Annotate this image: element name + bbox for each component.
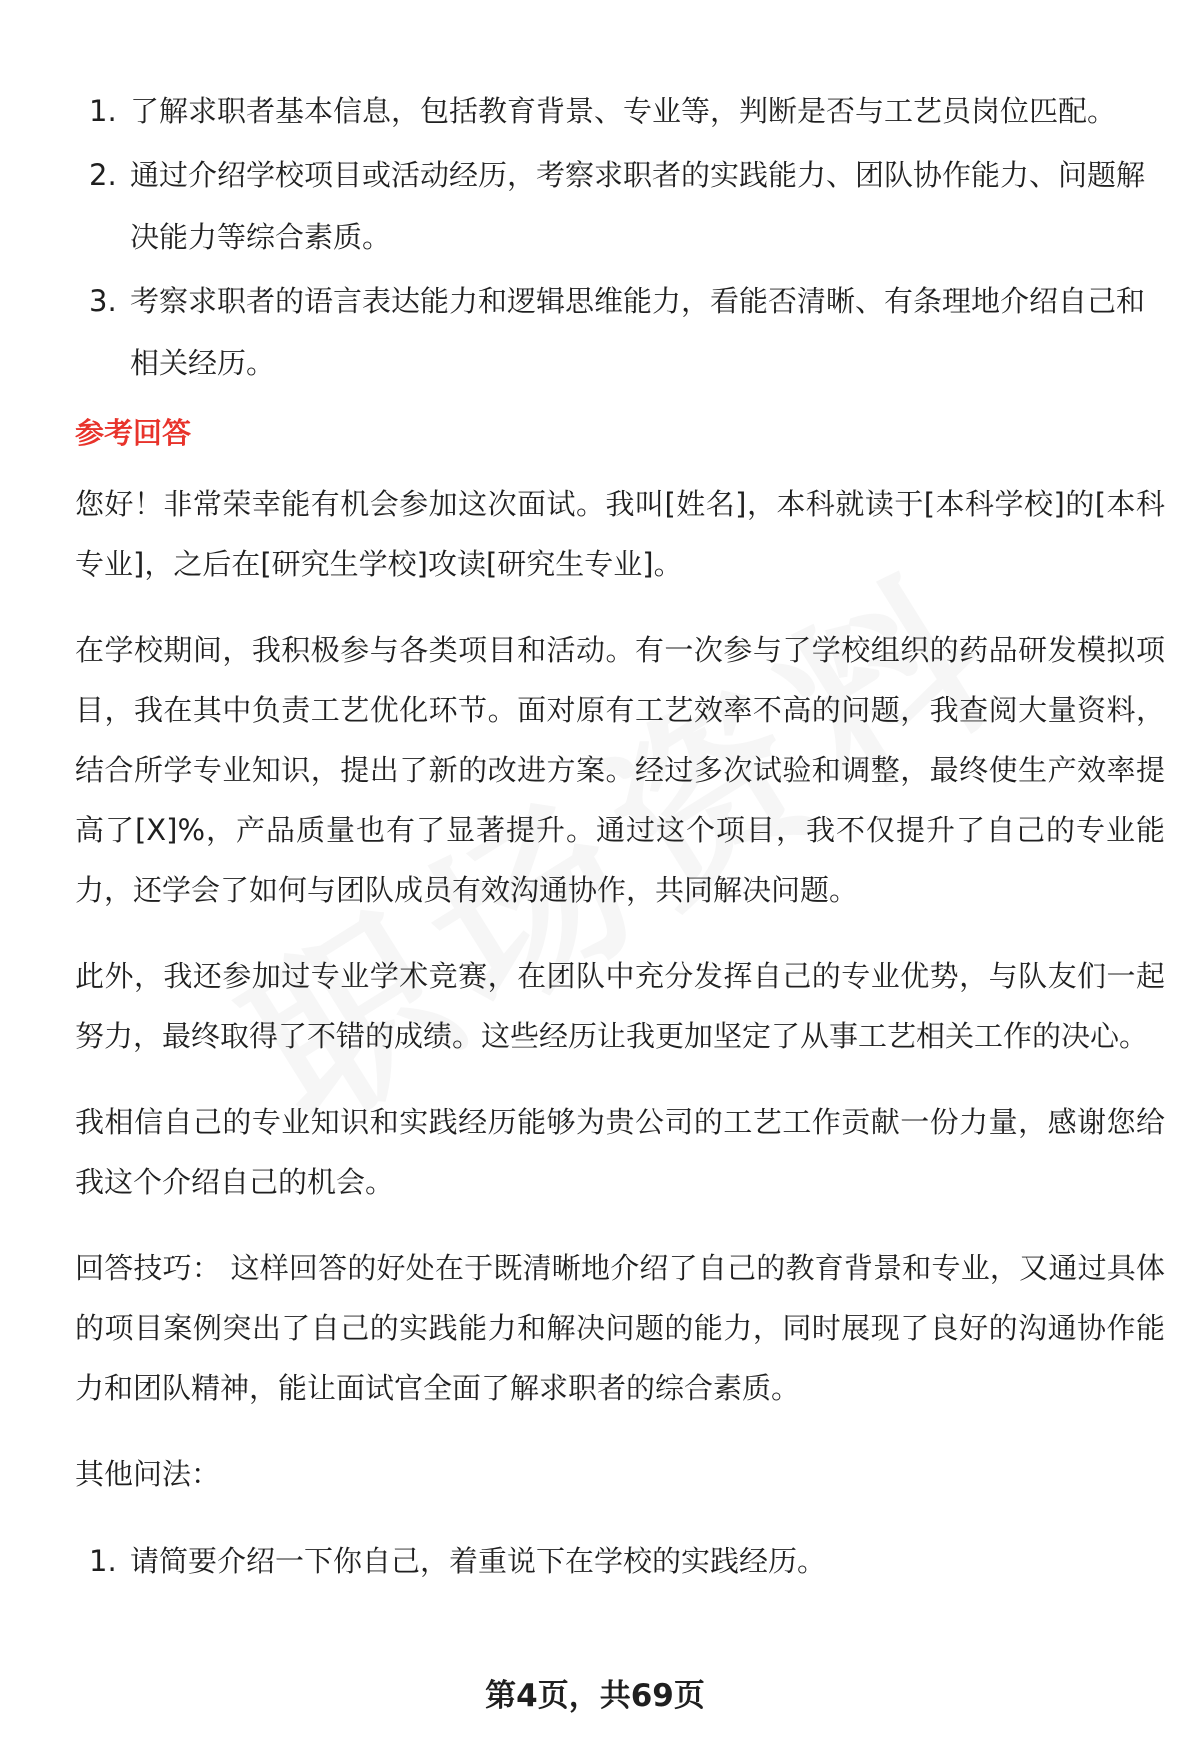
answer-paragraph-competition: 此外，我还参加过专业学术竞赛，在团队中充分发挥自己的专业优势，与队友们一起努力，最终取得了不错的成绩。这些经历让我更加坚定了从事工艺相关工作的决心。 [75,959,1165,1053]
answer-paragraph-project: 在学校期间，我积极参与各类项目和活动。有一次参与了学校组织的药品研发模拟项目，我在其中负责工艺优化环节。面对原有工艺效率不高的问题，我查阅大量资料，结合所学专业知识，提出了新的改进方案。经过多次试验和调整，最终使生产效率提高了[X]%，产品质量也有了显著提升。通过这个项目，我不仅提升了自己的专业能力，还学会了如何与团队成员有效沟通协作，共同解决问题。 [75,633,1165,907]
section-title-reference-answer: 参考回答 [75,416,192,450]
list-item-text: 通过介绍学校项目或活动经历，考察求职者的实践能力、团队协作能力、问题解决能力等综合素质。 [130,158,1146,254]
list-number: 3. [89,284,117,318]
list-number: 1. [89,94,117,128]
page-footer: 第4页，共69页 [485,1678,705,1714]
list-item-text: 了解求职者基本信息，包括教育背景、专业等，判断是否与工艺员岗位匹配。 [130,94,1117,128]
other-questions-heading: 其他问法： [75,1457,221,1491]
list-item [75,1530,1165,1592]
list-item [75,144,1165,268]
list-item-text: 考察求职者的语言表达能力和逻辑思维能力，看能否清晰、有条理地介绍自己和相关经历。 [130,284,1146,380]
answer-paragraph-greeting: 您好！非常荣幸能有机会参加这次面试。我叫[姓名]，本科就读于[本科学校]的[本科专业]，之后在[研究生学校]攻读[研究生专业]。 [75,487,1165,581]
intro-list [75,80,1165,394]
list-item [75,270,1165,394]
answer-tips-paragraph: 回答技巧： 这样回答的好处在于既清晰地介绍了自己的教育背景和专业，又通过具体的项目案例突出了自己的实践能力和解决问题的能力，同时展现了良好的沟通协作能力和团队精神，能让面试官全面了解求职者的综合素质。 [75,1251,1165,1405]
list-item [75,80,1165,142]
list-item-text: 请简要介绍一下你自己，着重说下在学校的实践经历。 [130,1544,827,1578]
page-content [75,80,1165,1594]
other-questions-list [75,1530,1165,1592]
list-number: 1. [89,1544,117,1578]
list-number: 2. [89,158,117,192]
answer-paragraph-closing: 我相信自己的专业知识和实践经历能够为贵公司的工艺工作贡献一份力量，感谢您给我这个介绍自己的机会。 [75,1105,1165,1199]
